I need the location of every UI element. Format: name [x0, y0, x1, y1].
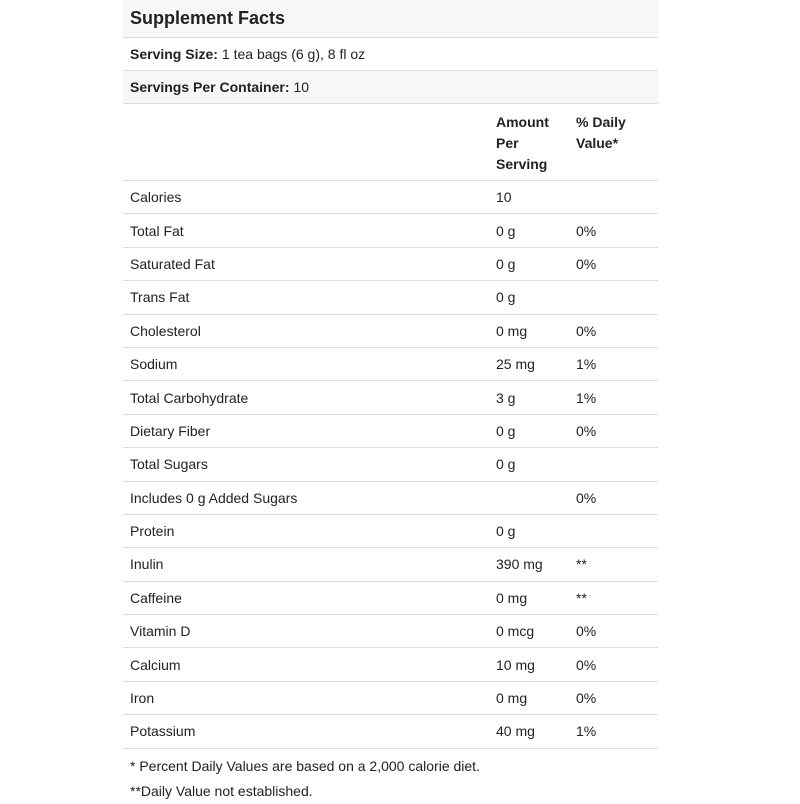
table-row	[123, 582, 658, 615]
nutrient-amount: 0 g	[496, 456, 516, 473]
nutrient-amount: 0 mg	[496, 589, 528, 606]
table-row	[123, 415, 658, 448]
header-daily-value	[576, 104, 658, 180]
table-row	[123, 682, 658, 715]
nutrient-daily-value: 0%	[576, 322, 597, 339]
footnotes	[123, 749, 658, 804]
table-row	[123, 181, 658, 214]
header-amount-line: Per	[496, 135, 519, 151]
nutrient-amount: 10	[496, 189, 512, 206]
title-row	[123, 0, 658, 38]
nutrient-amount: 0 mcg	[496, 623, 535, 640]
nutrient-name: Saturated Fat	[130, 255, 215, 272]
nutrient-name: Total Fat	[130, 222, 184, 239]
supplement-facts-panel	[123, 0, 658, 804]
nutrient-daily-value: **	[576, 589, 587, 606]
nutrient-rows	[123, 181, 658, 749]
nutrient-name: Caffeine	[130, 589, 182, 606]
nutrient-amount: 0 g	[496, 523, 516, 540]
serving-size-label: Serving Size:	[130, 46, 218, 62]
nutrient-name: Iron	[130, 690, 155, 707]
serving-size-value: 1 tea bags (6 g), 8 fl oz	[221, 46, 366, 62]
nutrient-amount: 0 mg	[496, 690, 528, 707]
nutrient-amount: 0 g	[496, 422, 516, 439]
nutrient-name: Trans Fat	[130, 289, 190, 306]
header-name-cell	[123, 104, 496, 180]
nutrient-amount: 25 mg	[496, 356, 535, 373]
table-row	[123, 482, 658, 515]
nutrient-amount: 390 mg	[496, 556, 543, 573]
nutrient-name: Calories	[130, 189, 182, 206]
nutrient-amount: 0 mg	[496, 322, 528, 339]
servings-per-container-label: Servings Per Container:	[130, 79, 290, 95]
serving-size-row	[123, 38, 658, 71]
table-row	[123, 281, 658, 314]
table-row	[123, 548, 658, 581]
nutrient-amount: 3 g	[496, 389, 516, 406]
nutrient-daily-value: 1%	[576, 356, 597, 373]
nutrient-daily-value: 0%	[576, 690, 597, 707]
table-row	[123, 448, 658, 481]
nutrient-daily-value: **	[576, 556, 587, 573]
header-amount-per-serving	[496, 104, 576, 180]
table-row	[123, 615, 658, 648]
nutrient-name: Includes 0 g Added Sugars	[130, 489, 298, 506]
nutrient-name: Vitamin D	[130, 623, 191, 640]
nutrient-daily-value: 0%	[576, 222, 597, 239]
footnote-daily-values: * Percent Daily Values are based on a 2,000 calorie diet.	[130, 757, 480, 774]
nutrient-name: Dietary Fiber	[130, 422, 211, 439]
nutrient-name: Sodium	[130, 356, 178, 373]
nutrient-amount: 0 g	[496, 289, 516, 306]
header-amount-line: Amount	[496, 114, 549, 130]
table-row	[123, 248, 658, 281]
nutrient-daily-value: 0%	[576, 623, 597, 640]
nutrient-amount: 40 mg	[496, 723, 535, 740]
table-row	[123, 515, 658, 548]
nutrient-daily-value: 0%	[576, 255, 597, 272]
table-row	[123, 648, 658, 681]
nutrient-name: Potassium	[130, 723, 196, 740]
nutrient-amount: 0 g	[496, 222, 516, 239]
table-row	[123, 381, 658, 414]
header-amount-line: Serving	[496, 156, 548, 172]
nutrient-name: Inulin	[130, 556, 164, 573]
nutrient-daily-value: 1%	[576, 723, 597, 740]
table-header	[123, 104, 658, 181]
servings-per-container-row	[123, 71, 658, 104]
table-row	[123, 348, 658, 381]
nutrient-daily-value: 0%	[576, 656, 597, 673]
header-dv-line: % Daily	[576, 114, 626, 130]
table-row	[123, 315, 658, 348]
table-row	[123, 214, 658, 247]
table-row	[123, 715, 658, 748]
nutrient-amount: 10 mg	[496, 656, 535, 673]
nutrient-amount: 0 g	[496, 255, 516, 272]
servings-per-container-value: 10	[293, 79, 310, 95]
header-dv-line: Value*	[576, 135, 619, 151]
nutrient-name: Cholesterol	[130, 322, 201, 339]
panel-title: Supplement Facts	[130, 8, 286, 28]
footnote-not-established: **Daily Value not established.	[130, 782, 313, 799]
nutrient-name: Calcium	[130, 656, 181, 673]
nutrient-daily-value: 1%	[576, 389, 597, 406]
nutrient-name: Total Sugars	[130, 456, 208, 473]
nutrient-daily-value: 0%	[576, 422, 597, 439]
nutrient-name: Protein	[130, 523, 175, 540]
nutrient-name: Total Carbohydrate	[130, 389, 249, 406]
nutrient-daily-value: 0%	[576, 489, 597, 506]
